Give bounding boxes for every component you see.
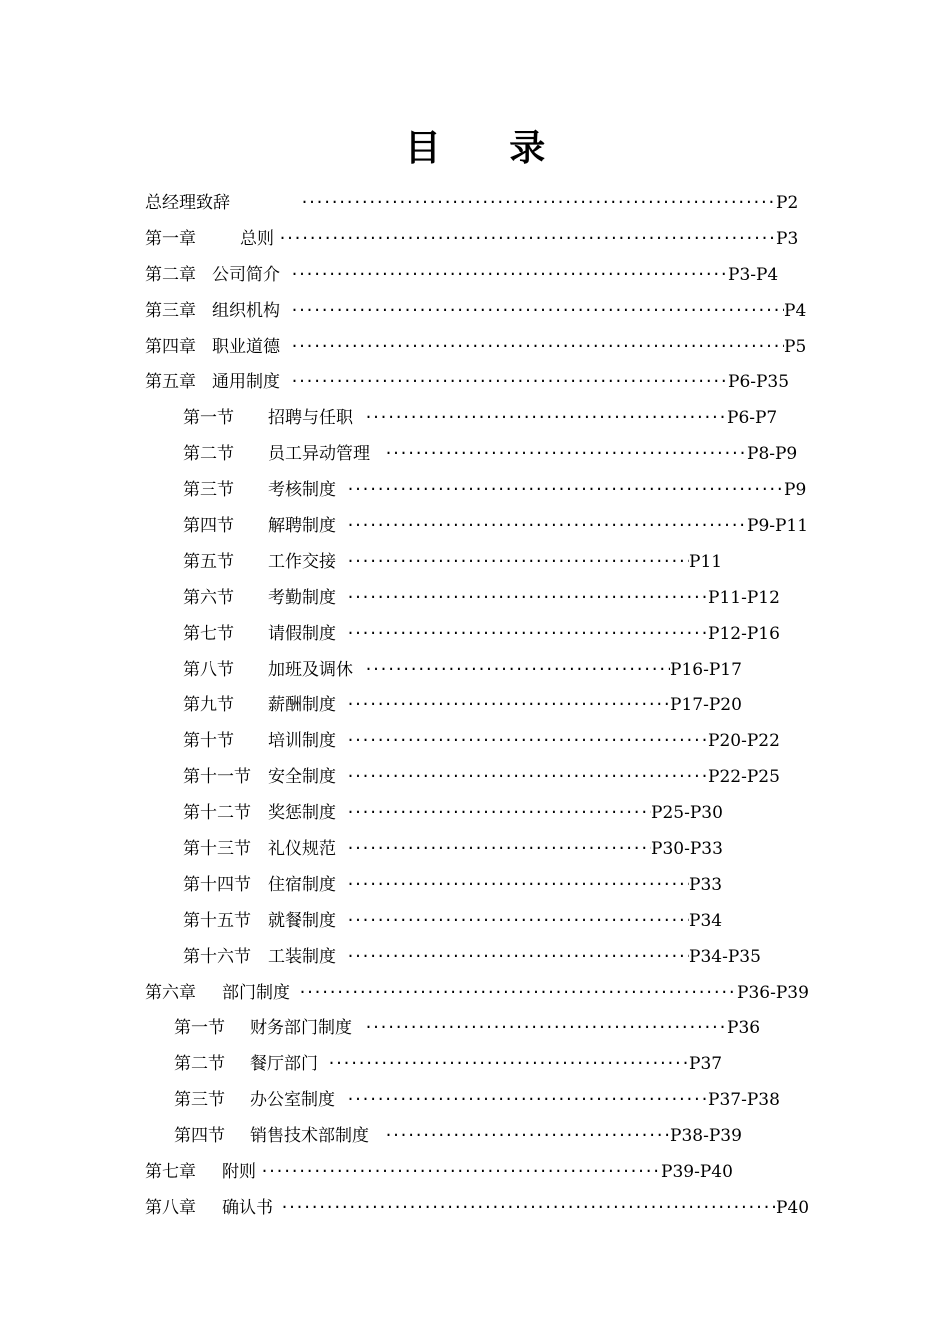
toc-entry-number: 第五章 (145, 372, 196, 393)
toc-page-number: P30-P33 (651, 839, 723, 860)
toc-entry-title: 加班及调休 (268, 659, 353, 680)
toc-entry-number: 第十六节 (183, 946, 251, 967)
toc-entry[interactable] (0, 1119, 950, 1155)
toc-leader-dots (290, 330, 784, 366)
toc-leader-dots (298, 976, 737, 1012)
toc-entry-title: 考核制度 (268, 480, 336, 501)
toc-entry[interactable] (0, 330, 950, 366)
toc-entry-number: 第十五节 (183, 910, 251, 931)
toc-entry[interactable] (0, 724, 950, 760)
toc-list (0, 186, 950, 1227)
toc-leader-dots (300, 186, 776, 222)
toc-entry-number: 第二章 (145, 264, 196, 285)
toc-leader-dots (346, 545, 689, 581)
toc-entry-number: 第四节 (183, 516, 234, 537)
toc-entry[interactable] (0, 581, 950, 617)
toc-entry[interactable] (0, 258, 950, 294)
toc-entry-number: 第一节 (183, 408, 234, 429)
toc-page-number: P11-P12 (708, 587, 780, 608)
toc-entry[interactable] (0, 832, 950, 868)
toc-entry-title: 工装制度 (268, 946, 336, 967)
toc-page-number: P39-P40 (661, 1162, 733, 1183)
toc-entry-number: 第六节 (183, 587, 234, 608)
toc-entry-number: 第七章 (145, 1162, 196, 1183)
toc-page-number: P6-P35 (728, 372, 790, 393)
toc-entry[interactable] (0, 940, 950, 976)
toc-entry-title: 部门制度 (222, 982, 290, 1003)
toc-entry-number: 第五节 (183, 551, 234, 572)
toc-entry-number: 第三节 (183, 480, 234, 501)
toc-entry-title: 住宿制度 (268, 874, 336, 895)
toc-leader-dots (290, 365, 728, 401)
toc-leader-dots (346, 724, 708, 760)
toc-page-number: P38-P39 (670, 1126, 742, 1147)
toc-page-number: P8-P9 (747, 444, 798, 465)
toc-leader-dots (346, 868, 689, 904)
toc-entry-title: 工作交接 (268, 551, 336, 572)
toc-entry-number: 第一节 (174, 1018, 225, 1039)
toc-entry[interactable] (0, 796, 950, 832)
toc-page-number: P34 (689, 910, 723, 931)
toc-entry-title: 奖惩制度 (268, 803, 336, 824)
toc-leader-dots (364, 401, 727, 437)
toc-entry-number: 第四章 (145, 336, 196, 357)
toc-entry-title: 员工异动管理 (268, 444, 370, 465)
toc-leader-dots (327, 1047, 689, 1083)
toc-entry-title: 公司简介 (212, 264, 280, 285)
toc-entry-title: 培训制度 (268, 731, 336, 752)
toc-leader-dots (346, 1083, 708, 1119)
toc-entry-title: 财务部门制度 (250, 1018, 352, 1039)
toc-entry-title: 通用制度 (212, 372, 280, 393)
toc-entry[interactable] (0, 688, 950, 724)
toc-entry-title: 组织机构 (212, 300, 280, 321)
toc-page-number: P11 (689, 551, 723, 572)
toc-entry[interactable] (0, 1011, 950, 1047)
toc-leader-dots (280, 1191, 776, 1227)
toc-entry[interactable] (0, 1191, 950, 1227)
toc-entry-title: 考勤制度 (268, 587, 336, 608)
toc-leader-dots (346, 617, 708, 653)
toc-entry[interactable] (0, 617, 950, 653)
toc-entry-number: 第七节 (183, 623, 234, 644)
toc-page-number: P40 (776, 1197, 810, 1218)
toc-leader-dots (364, 1011, 727, 1047)
toc-entry-number: 第十四节 (183, 874, 251, 895)
toc-page-number: P9 (784, 480, 807, 501)
toc-entry-number: 第四节 (174, 1126, 225, 1147)
toc-page-number: P25-P30 (651, 803, 723, 824)
toc-entry-title: 总则 (240, 228, 274, 249)
toc-page-number: P2 (776, 193, 799, 213)
toc-leader-dots (346, 940, 689, 976)
toc-entry[interactable] (0, 401, 950, 437)
toc-entry[interactable] (0, 294, 950, 330)
toc-entry-title: 餐厅部门 (250, 1054, 318, 1075)
toc-page-number: P6-P7 (727, 408, 778, 429)
toc-entry[interactable] (0, 545, 950, 581)
toc-entry[interactable] (0, 365, 950, 401)
toc-entry-number: 第十节 (183, 731, 234, 752)
toc-entry-title: 办公室制度 (250, 1090, 335, 1111)
toc-page-number: P16-P17 (670, 659, 742, 680)
toc-entry-title: 薪酬制度 (268, 695, 336, 716)
toc-leader-dots (346, 796, 651, 832)
toc-leader-dots (260, 1155, 661, 1191)
toc-entry[interactable] (0, 222, 950, 258)
toc-page-number: P34-P35 (689, 946, 761, 967)
toc-page-number: P37 (689, 1054, 723, 1075)
toc-entry-number: 总经理致辞 (145, 193, 230, 213)
toc-entry[interactable] (0, 868, 950, 904)
toc-entry[interactable] (0, 653, 950, 689)
toc-entry-title: 安全制度 (268, 767, 336, 788)
toc-entry[interactable] (0, 509, 950, 545)
toc-page-number: P5 (784, 336, 807, 357)
toc-leader-dots (384, 1119, 670, 1155)
toc-entry-number: 第十三节 (183, 839, 251, 860)
toc-leader-dots (384, 437, 747, 473)
toc-entry-number: 第十一节 (183, 767, 251, 788)
toc-page-number: P20-P22 (708, 731, 780, 752)
toc-entry[interactable] (0, 976, 950, 1012)
toc-entry[interactable] (0, 1155, 950, 1191)
toc-entry[interactable] (0, 760, 950, 796)
toc-entry-number: 第二节 (183, 444, 234, 465)
toc-entry-title: 附则 (222, 1162, 256, 1183)
toc-page-number: P33 (689, 874, 723, 895)
toc-page-number: P36-P39 (737, 982, 809, 1003)
toc-entry-number: 第八节 (183, 659, 234, 680)
toc-page-number: P4 (784, 300, 807, 321)
toc-leader-dots (346, 904, 689, 940)
toc-leader-dots (346, 760, 708, 796)
toc-leader-dots (346, 473, 784, 509)
toc-page-number: P36 (727, 1018, 761, 1039)
toc-entry-number: 第三节 (174, 1090, 225, 1111)
toc-leader-dots (346, 832, 651, 868)
toc-leader-dots (346, 688, 670, 724)
toc-entry[interactable] (0, 437, 950, 473)
toc-entry-title: 招聘与任职 (268, 408, 353, 429)
toc-entry-title: 礼仪规范 (268, 839, 336, 860)
toc-leader-dots (364, 653, 670, 689)
toc-entry-number: 第六章 (145, 982, 196, 1003)
toc-leader-dots (290, 294, 784, 330)
toc-entry-number: 第十二节 (183, 803, 251, 824)
toc-entry[interactable] (0, 473, 950, 509)
toc-leader-dots (346, 581, 708, 617)
toc-entry[interactable] (0, 1083, 950, 1119)
toc-entry-number: 第二节 (174, 1054, 225, 1075)
toc-page-number: P3-P4 (728, 264, 779, 285)
toc-leader-dots (278, 222, 776, 258)
toc-entry-title: 职业道德 (212, 336, 280, 357)
toc-entry[interactable] (0, 186, 950, 222)
toc-page-number: P9-P11 (747, 516, 809, 537)
toc-entry[interactable] (0, 1047, 950, 1083)
toc-entry-number: 第八章 (145, 1197, 196, 1218)
page-title: 目 录 (404, 127, 574, 169)
toc-page-number: P3 (776, 228, 799, 249)
toc-entry[interactable] (0, 904, 950, 940)
toc-entry-number: 第三章 (145, 300, 196, 321)
toc-page-number: P12-P16 (708, 623, 780, 644)
toc-leader-dots (346, 509, 747, 545)
toc-entry-title: 确认书 (222, 1197, 273, 1218)
toc-page-number: P22-P25 (708, 767, 780, 788)
toc-leader-dots (290, 258, 728, 294)
toc-page-number: P37-P38 (708, 1090, 780, 1111)
toc-entry-title: 解聘制度 (268, 516, 336, 537)
toc-entry-title: 销售技术部制度 (250, 1126, 369, 1147)
toc-entry-title: 就餐制度 (268, 910, 336, 931)
toc-page-number: P17-P20 (670, 695, 742, 716)
toc-entry-number: 第九节 (183, 695, 234, 716)
toc-entry-number: 第一章 (145, 228, 196, 249)
toc-entry-title: 请假制度 (268, 623, 336, 644)
